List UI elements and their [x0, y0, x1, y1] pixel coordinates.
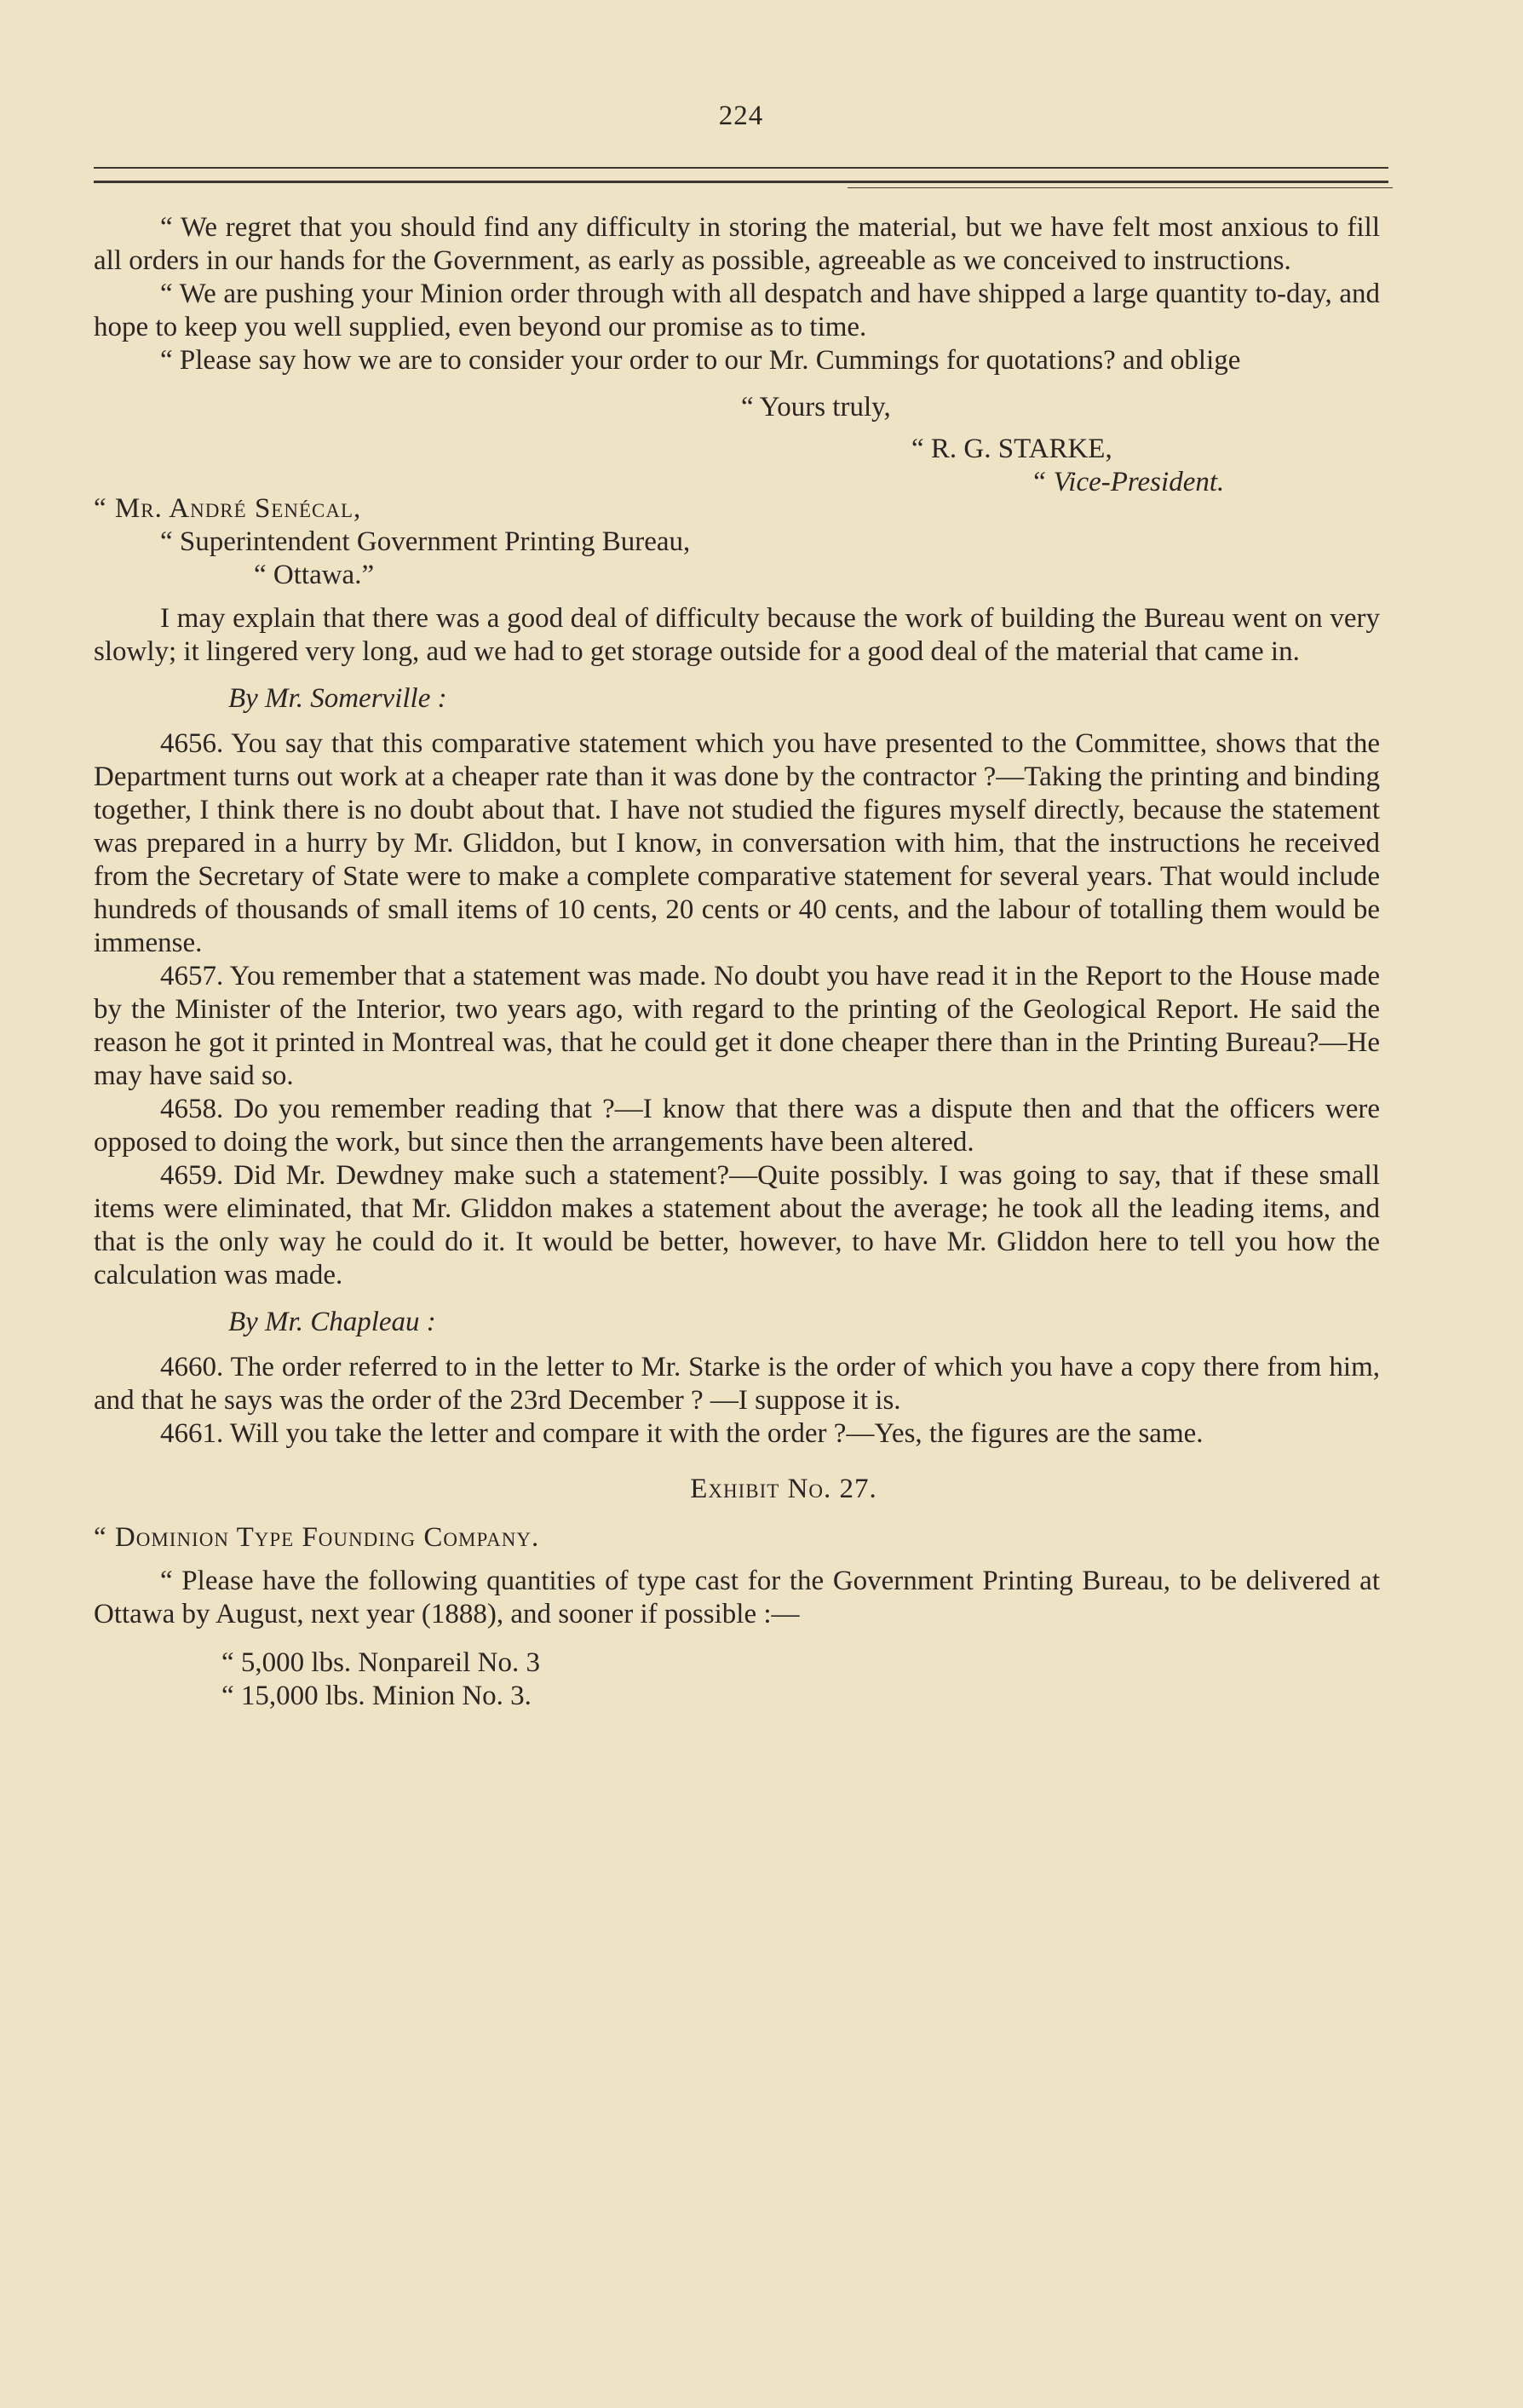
letter-paragraph: “ We are pushing your Minion order through with all despatch and have shipped a large quantity to-day, and hope to keep you well supplied, even beyond our promise as to time.	[94, 279, 1380, 342]
header-rule-bottom	[94, 181, 1388, 183]
company-name: “ Dominion Type Founding Company.	[94, 1522, 540, 1553]
address-line: “ Ottawa.”	[254, 560, 375, 590]
question-4659: 4659. Did Mr. Dewdney make such a statement?—Quite possibly. I was going to say, that if these small items were eliminated, that Mr. Gliddon makes a statement about the average; he took all the leading items, and that is the only way he could do it. It would be better, however, to have Mr. Gliddon here to tell you how the calculation was made.	[94, 1160, 1380, 1290]
address-line: “ Superintendent Government Printing Bureau,	[160, 526, 691, 557]
question-4661: 4661. Will you take the letter and compare it with the order ?—Yes, the figures are the same.	[160, 1418, 1204, 1449]
question-4658: 4658. Do you remember reading that ?—I know that there was a dispute then and that the officers were opposed to doing the work, but since then the arrangements have been altered.	[94, 1094, 1380, 1158]
header-rule-top	[94, 167, 1388, 169]
signer-name: “ R. G. STARKE,	[911, 434, 1112, 464]
order-request: “ Please have the following quantities of type cast for the Government Printing Bureau, to be delivered at Ottawa by August, next year (1888), and sooner if possible :—	[94, 1566, 1380, 1629]
question-4657: 4657. You remember that a statement was made. No doubt you have read it in the Report to the House made by the Minister of the Interior, two years ago, with regard to the printing of the Geological Report. He said the reason he got it printed in Montreal was, that he could get it done cheaper there than in the Printing Bureau?—He may have said so.	[94, 961, 1380, 1091]
byline-chapleau: By Mr. Chapleau :	[228, 1307, 436, 1337]
header-rule-short	[848, 187, 1393, 188]
letter-closing: “ Yours truly,	[741, 392, 891, 422]
question-4660: 4660. The order referred to in the letter to Mr. Starke is the order of which you have a copy there from him, and that he says was the order of the 23rd December ? —I suppose it is.	[94, 1352, 1380, 1416]
order-item: “ 15,000 lbs. Minion No. 3.	[221, 1681, 532, 1711]
signer-title: “ Vice-President.	[1031, 467, 1225, 497]
question-4656: 4656. You say that this comparative statement which you have presented to the Committee, shows that the Department turns out work at a cheaper rate than it was done by the contractor ?—Taking the printing and binding together, I think there is no doubt about that. I have not studied the figures myself directly, because the statement was prepared in a hurry by Mr. Gliddon, but I know, in conversation with him, that the instructions he received from the Secretary of State were to make a complete comparative statement for several years. That would include hundreds of thousands of small items of 10 cents, 20 cents or 40 cents, and the labour of totalling them would be immense.	[94, 728, 1380, 958]
page-number: 224	[718, 101, 764, 131]
body-text	[94, 211, 1380, 1713]
witness-explanation: I may explain that there was a good deal of difficulty because the work of building the Bureau went on very slowly; it lingered very long, aud we had to get storage outside for a good deal of the material that came in.	[94, 603, 1380, 667]
address-line: “ Mr. André Senécal,	[94, 493, 362, 524]
letter-paragraph: “ Please say how we are to consider your order to our Mr. Cummings for quotations? and oblige	[160, 345, 1241, 376]
exhibit-heading: Exhibit No. 27.	[690, 1474, 877, 1504]
byline-somerville: By Mr. Somerville :	[228, 683, 447, 714]
letter-paragraph: “ We regret that you should find any difficulty in storing the material, but we have felt most anxious to fill all orders in our hands for the Government, as early as possible, agreeable as we conceived to instructions.	[94, 212, 1380, 276]
order-item: “ 5,000 lbs. Nonpareil No. 3	[221, 1647, 540, 1678]
